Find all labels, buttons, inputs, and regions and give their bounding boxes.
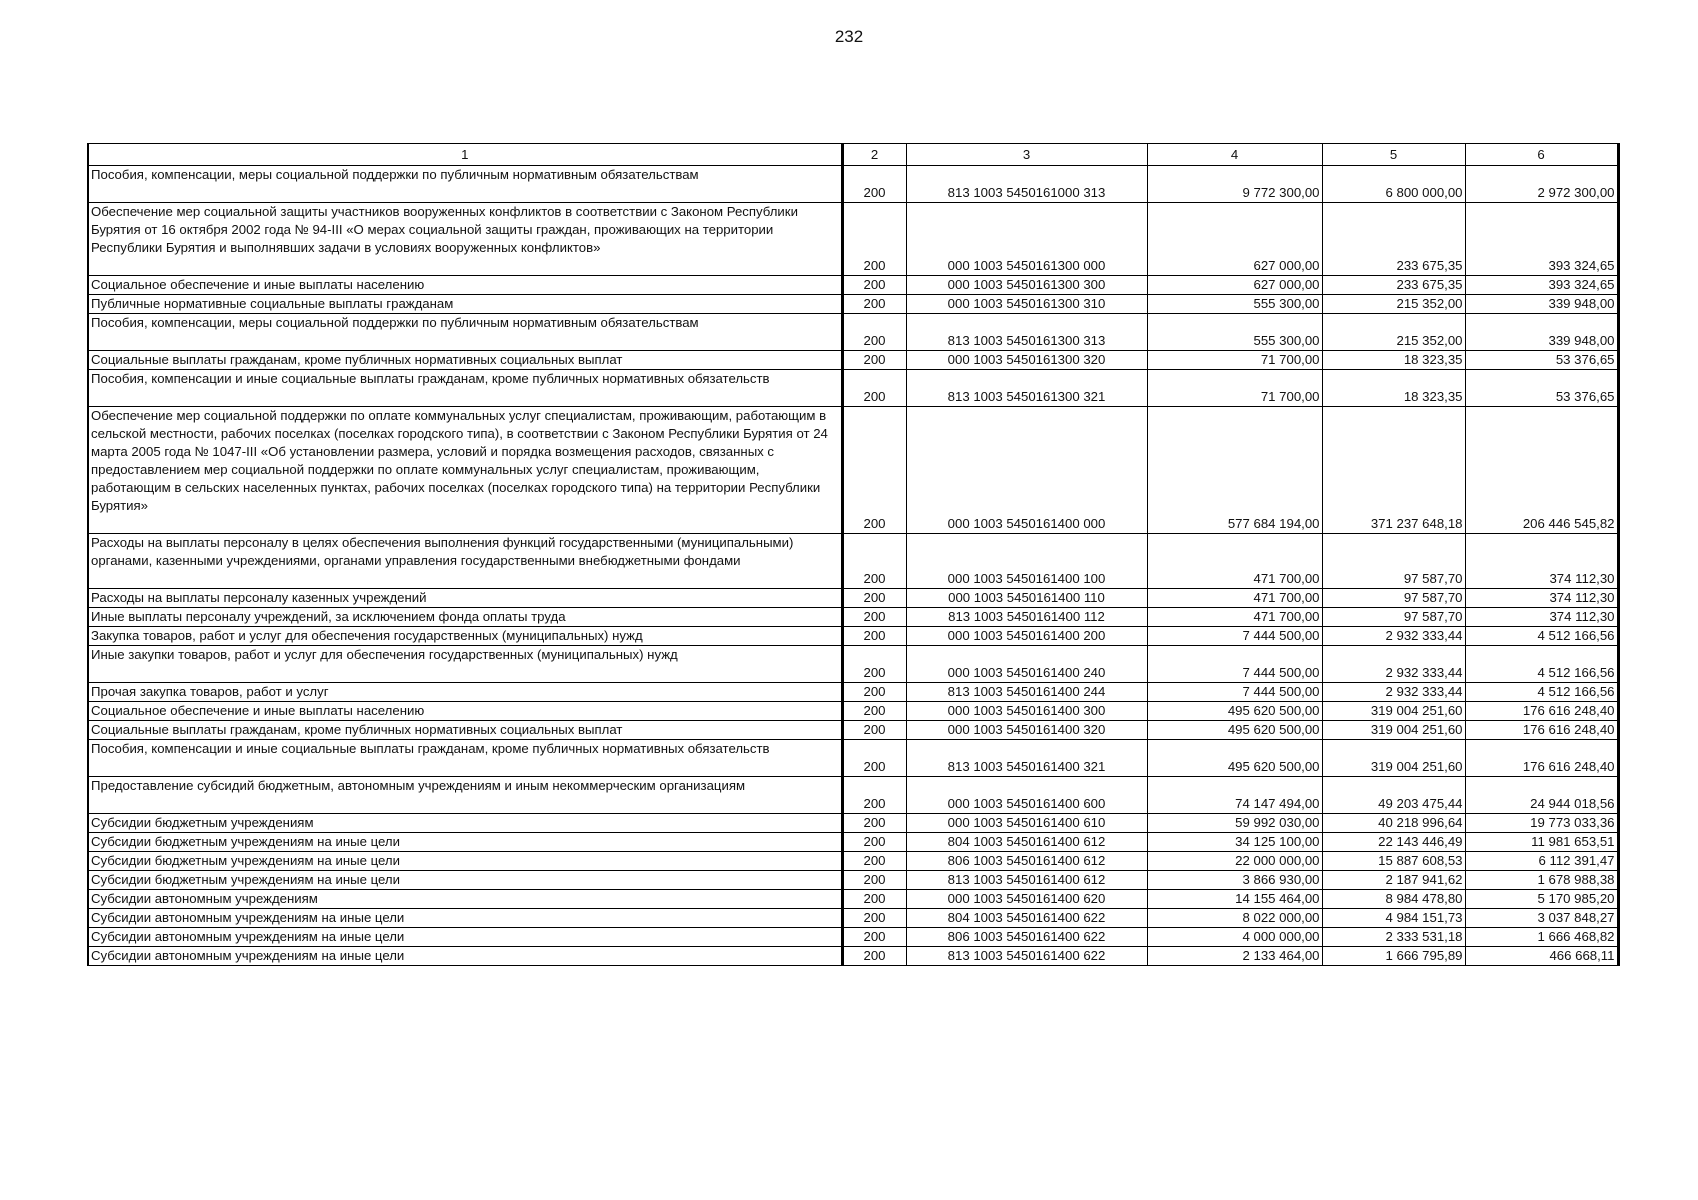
row-code-cell: 200 (842, 683, 906, 702)
row-code-cell: 200 (842, 203, 906, 276)
row-kbk-cell: 813 1003 5450161400 244 (906, 683, 1147, 702)
row-name-cell: Расходы на выплаты персоналу казенных учреждений (88, 589, 842, 608)
table-row (88, 370, 1618, 407)
row-plan-cell: 555 300,00 (1147, 295, 1322, 314)
row-exec-cell: 2 187 941,62 (1322, 871, 1465, 890)
row-exec-cell: 2 932 333,44 (1322, 683, 1465, 702)
budget-table (87, 143, 1620, 966)
row-rest-cell: 176 616 248,40 (1465, 702, 1618, 721)
row-rest-cell: 1 666 468,82 (1465, 928, 1618, 947)
row-name-cell: Прочая закупка товаров, работ и услуг (88, 683, 842, 702)
row-plan-cell: 471 700,00 (1147, 534, 1322, 589)
row-name-cell: Обеспечение мер социальной поддержки по оплате коммунальных услуг специалистам, проживающим, работающим в сельской местности, рабочих поселках (поселках городского типа), в соответствии с Законом Республики Бурятия от 24 марта 2005 года № 1047-III «Об установлении размера, условий и порядка возмещения расходов, связанных с предоставлением мер социальной поддержки по оплате коммунальных услуг специалистам, проживающим, работающим в сельских населенных пунктах, рабочих поселках (поселках городского типа) на территории Республики Бурятия» (88, 407, 842, 534)
row-name-cell: Социальное обеспечение и иные выплаты населению (88, 276, 842, 295)
table-row (88, 833, 1618, 852)
row-name-cell: Обеспечение мер социальной защиты участников вооруженных конфликтов в соответствии с Законом Республики Бурятия от 16 октября 2002 года № 94-III «О мерах социальной защиты граждан, проживающих на территории Республики Бурятия и выполнявших задачи в условиях вооруженных конфликтов» (88, 203, 842, 276)
row-code-cell: 200 (842, 407, 906, 534)
table-row (88, 646, 1618, 683)
table-row (88, 407, 1618, 534)
row-code-cell: 200 (842, 646, 906, 683)
row-name-cell: Субсидии бюджетным учреждениям на иные цели (88, 852, 842, 871)
table-row (88, 534, 1618, 589)
row-name-cell: Социальное обеспечение и иные выплаты населению (88, 702, 842, 721)
row-exec-cell: 215 352,00 (1322, 314, 1465, 351)
row-plan-cell: 7 444 500,00 (1147, 646, 1322, 683)
header-cell: 5 (1322, 144, 1465, 166)
row-plan-cell: 8 022 000,00 (1147, 909, 1322, 928)
row-exec-cell: 97 587,70 (1322, 589, 1465, 608)
row-plan-cell: 627 000,00 (1147, 203, 1322, 276)
row-code-cell: 200 (842, 928, 906, 947)
row-kbk-cell: 000 1003 5450161400 600 (906, 777, 1147, 814)
row-name-cell: Пособия, компенсации и иные социальные выплаты гражданам, кроме публичных нормативных обязательств (88, 740, 842, 777)
row-exec-cell: 22 143 446,49 (1322, 833, 1465, 852)
row-plan-cell: 74 147 494,00 (1147, 777, 1322, 814)
table-row (88, 890, 1618, 909)
table-row (88, 777, 1618, 814)
row-plan-cell: 577 684 194,00 (1147, 407, 1322, 534)
row-kbk-cell: 813 1003 5450161000 313 (906, 166, 1147, 203)
row-kbk-cell: 000 1003 5450161400 610 (906, 814, 1147, 833)
row-exec-cell: 319 004 251,60 (1322, 740, 1465, 777)
header-cell: 2 (842, 144, 906, 166)
row-code-cell: 200 (842, 833, 906, 852)
row-kbk-cell: 000 1003 5450161400 200 (906, 627, 1147, 646)
row-rest-cell: 374 112,30 (1465, 608, 1618, 627)
table-row (88, 928, 1618, 947)
table-row (88, 608, 1618, 627)
table-row (88, 351, 1618, 370)
row-name-cell: Пособия, компенсации и иные социальные выплаты гражданам, кроме публичных нормативных обязательств (88, 370, 842, 407)
row-kbk-cell: 000 1003 5450161300 000 (906, 203, 1147, 276)
row-exec-cell: 4 984 151,73 (1322, 909, 1465, 928)
table-row (88, 947, 1618, 966)
row-rest-cell: 339 948,00 (1465, 295, 1618, 314)
row-plan-cell: 555 300,00 (1147, 314, 1322, 351)
row-kbk-cell: 813 1003 5450161400 112 (906, 608, 1147, 627)
row-plan-cell: 9 772 300,00 (1147, 166, 1322, 203)
row-exec-cell: 6 800 000,00 (1322, 166, 1465, 203)
row-name-cell: Закупка товаров, работ и услуг для обеспечения государственных (муниципальных) нужд (88, 627, 842, 646)
row-name-cell: Субсидии бюджетным учреждениям (88, 814, 842, 833)
row-code-cell: 200 (842, 814, 906, 833)
row-plan-cell: 7 444 500,00 (1147, 683, 1322, 702)
header-cell: 3 (906, 144, 1147, 166)
row-exec-cell: 2 932 333,44 (1322, 646, 1465, 683)
header-cell: 1 (88, 144, 842, 166)
row-kbk-cell: 806 1003 5450161400 622 (906, 928, 1147, 947)
row-name-cell: Субсидии бюджетным учреждениям на иные цели (88, 871, 842, 890)
table-body (88, 166, 1618, 966)
row-name-cell: Субсидии автономным учреждениям (88, 890, 842, 909)
row-plan-cell: 627 000,00 (1147, 276, 1322, 295)
row-plan-cell: 34 125 100,00 (1147, 833, 1322, 852)
header-cell: 4 (1147, 144, 1322, 166)
row-exec-cell: 18 323,35 (1322, 370, 1465, 407)
row-rest-cell: 5 170 985,20 (1465, 890, 1618, 909)
row-kbk-cell: 804 1003 5450161400 612 (906, 833, 1147, 852)
row-plan-cell: 2 133 464,00 (1147, 947, 1322, 966)
row-name-cell: Предоставление субсидий бюджетным, автономным учреждениям и иным некоммерческим организациям (88, 777, 842, 814)
row-code-cell: 200 (842, 295, 906, 314)
row-rest-cell: 466 668,11 (1465, 947, 1618, 966)
row-rest-cell: 4 512 166,56 (1465, 683, 1618, 702)
row-rest-cell: 53 376,65 (1465, 370, 1618, 407)
row-name-cell: Субсидии автономным учреждениям на иные цели (88, 909, 842, 928)
row-code-cell: 200 (842, 777, 906, 814)
table-row (88, 203, 1618, 276)
row-exec-cell: 8 984 478,80 (1322, 890, 1465, 909)
row-exec-cell: 319 004 251,60 (1322, 721, 1465, 740)
row-kbk-cell: 813 1003 5450161400 612 (906, 871, 1147, 890)
row-code-cell: 200 (842, 890, 906, 909)
header-cell: 6 (1465, 144, 1618, 166)
table-row (88, 909, 1618, 928)
row-kbk-cell: 000 1003 5450161400 000 (906, 407, 1147, 534)
row-exec-cell: 233 675,35 (1322, 203, 1465, 276)
row-code-cell: 200 (842, 702, 906, 721)
row-rest-cell: 339 948,00 (1465, 314, 1618, 351)
row-plan-cell: 495 620 500,00 (1147, 740, 1322, 777)
row-kbk-cell: 806 1003 5450161400 612 (906, 852, 1147, 871)
row-rest-cell: 176 616 248,40 (1465, 740, 1618, 777)
row-name-cell: Субсидии автономным учреждениям на иные цели (88, 947, 842, 966)
row-kbk-cell: 000 1003 5450161400 300 (906, 702, 1147, 721)
row-exec-cell: 97 587,70 (1322, 608, 1465, 627)
row-code-cell: 200 (842, 351, 906, 370)
row-name-cell: Иные закупки товаров, работ и услуг для обеспечения государственных (муниципальных) нужд (88, 646, 842, 683)
row-rest-cell: 11 981 653,51 (1465, 833, 1618, 852)
table-row (88, 683, 1618, 702)
row-kbk-cell: 813 1003 5450161300 321 (906, 370, 1147, 407)
row-plan-cell: 71 700,00 (1147, 370, 1322, 407)
row-exec-cell: 371 237 648,18 (1322, 407, 1465, 534)
row-plan-cell: 7 444 500,00 (1147, 627, 1322, 646)
row-name-cell: Социальные выплаты гражданам, кроме публичных нормативных социальных выплат (88, 721, 842, 740)
row-kbk-cell: 000 1003 5450161300 320 (906, 351, 1147, 370)
row-rest-cell: 393 324,65 (1465, 203, 1618, 276)
row-code-cell: 200 (842, 166, 906, 203)
row-exec-cell: 18 323,35 (1322, 351, 1465, 370)
row-plan-cell: 495 620 500,00 (1147, 702, 1322, 721)
row-code-cell: 200 (842, 721, 906, 740)
row-plan-cell: 495 620 500,00 (1147, 721, 1322, 740)
table-row (88, 702, 1618, 721)
table-row (88, 627, 1618, 646)
row-plan-cell: 22 000 000,00 (1147, 852, 1322, 871)
row-plan-cell: 4 000 000,00 (1147, 928, 1322, 947)
row-code-cell: 200 (842, 740, 906, 777)
row-plan-cell: 14 155 464,00 (1147, 890, 1322, 909)
row-code-cell: 200 (842, 871, 906, 890)
row-exec-cell: 319 004 251,60 (1322, 702, 1465, 721)
row-code-cell: 200 (842, 534, 906, 589)
row-exec-cell: 40 218 996,64 (1322, 814, 1465, 833)
row-name-cell: Пособия, компенсации, меры социальной поддержки по публичным нормативным обязательствам (88, 314, 842, 351)
row-rest-cell: 6 112 391,47 (1465, 852, 1618, 871)
row-kbk-cell: 000 1003 5450161300 300 (906, 276, 1147, 295)
table-row (88, 166, 1618, 203)
row-plan-cell: 59 992 030,00 (1147, 814, 1322, 833)
table-row (88, 295, 1618, 314)
row-code-cell: 200 (842, 852, 906, 871)
row-exec-cell: 15 887 608,53 (1322, 852, 1465, 871)
table-row (88, 814, 1618, 833)
row-rest-cell: 4 512 166,56 (1465, 627, 1618, 646)
row-name-cell: Иные выплаты персоналу учреждений, за исключением фонда оплаты труда (88, 608, 842, 627)
row-plan-cell: 471 700,00 (1147, 589, 1322, 608)
row-code-cell: 200 (842, 589, 906, 608)
row-code-cell: 200 (842, 276, 906, 295)
row-kbk-cell: 000 1003 5450161400 100 (906, 534, 1147, 589)
row-rest-cell: 19 773 033,36 (1465, 814, 1618, 833)
row-name-cell: Расходы на выплаты персоналу в целях обеспечения выполнения функций государственными (муниципальными) органами, казенными учреждениями, органами управления государственными внебюджетными фондами (88, 534, 842, 589)
row-kbk-cell: 813 1003 5450161400 622 (906, 947, 1147, 966)
table-row (88, 276, 1618, 295)
row-kbk-cell: 000 1003 5450161300 310 (906, 295, 1147, 314)
row-name-cell: Субсидии автономным учреждениям на иные цели (88, 928, 842, 947)
row-exec-cell: 1 666 795,89 (1322, 947, 1465, 966)
row-kbk-cell: 000 1003 5450161400 110 (906, 589, 1147, 608)
row-code-cell: 200 (842, 627, 906, 646)
row-exec-cell: 233 675,35 (1322, 276, 1465, 295)
row-rest-cell: 4 512 166,56 (1465, 646, 1618, 683)
row-rest-cell: 176 616 248,40 (1465, 721, 1618, 740)
row-kbk-cell: 813 1003 5450161400 321 (906, 740, 1147, 777)
row-plan-cell: 71 700,00 (1147, 351, 1322, 370)
row-name-cell: Пособия, компенсации, меры социальной поддержки по публичным нормативным обязательствам (88, 166, 842, 203)
row-exec-cell: 2 932 333,44 (1322, 627, 1465, 646)
row-code-cell: 200 (842, 314, 906, 351)
row-kbk-cell: 000 1003 5450161400 240 (906, 646, 1147, 683)
row-code-cell: 200 (842, 370, 906, 407)
row-rest-cell: 374 112,30 (1465, 589, 1618, 608)
table-row (88, 314, 1618, 351)
row-rest-cell: 24 944 018,56 (1465, 777, 1618, 814)
row-code-cell: 200 (842, 909, 906, 928)
row-rest-cell: 393 324,65 (1465, 276, 1618, 295)
row-rest-cell: 2 972 300,00 (1465, 166, 1618, 203)
row-code-cell: 200 (842, 947, 906, 966)
row-plan-cell: 3 866 930,00 (1147, 871, 1322, 890)
row-kbk-cell: 804 1003 5450161400 622 (906, 909, 1147, 928)
page-number: 232 (834, 27, 864, 46)
table-row (88, 871, 1618, 890)
row-exec-cell: 49 203 475,44 (1322, 777, 1465, 814)
table-row (88, 852, 1618, 871)
row-exec-cell: 2 333 531,18 (1322, 928, 1465, 947)
row-exec-cell: 215 352,00 (1322, 295, 1465, 314)
row-exec-cell: 97 587,70 (1322, 534, 1465, 589)
row-kbk-cell: 000 1003 5450161400 620 (906, 890, 1147, 909)
row-name-cell: Субсидии бюджетным учреждениям на иные цели (88, 833, 842, 852)
row-rest-cell: 53 376,65 (1465, 351, 1618, 370)
table-row (88, 721, 1618, 740)
table-row (88, 589, 1618, 608)
row-rest-cell: 374 112,30 (1465, 534, 1618, 589)
row-rest-cell: 3 037 848,27 (1465, 909, 1618, 928)
row-kbk-cell: 000 1003 5450161400 320 (906, 721, 1147, 740)
row-name-cell: Публичные нормативные социальные выплаты гражданам (88, 295, 842, 314)
row-kbk-cell: 813 1003 5450161300 313 (906, 314, 1147, 351)
row-plan-cell: 471 700,00 (1147, 608, 1322, 627)
header-row (88, 144, 1618, 166)
row-rest-cell: 206 446 545,82 (1465, 407, 1618, 534)
table-row (88, 740, 1618, 777)
row-rest-cell: 1 678 988,38 (1465, 871, 1618, 890)
row-name-cell: Социальные выплаты гражданам, кроме публичных нормативных социальных выплат (88, 351, 842, 370)
row-code-cell: 200 (842, 608, 906, 627)
